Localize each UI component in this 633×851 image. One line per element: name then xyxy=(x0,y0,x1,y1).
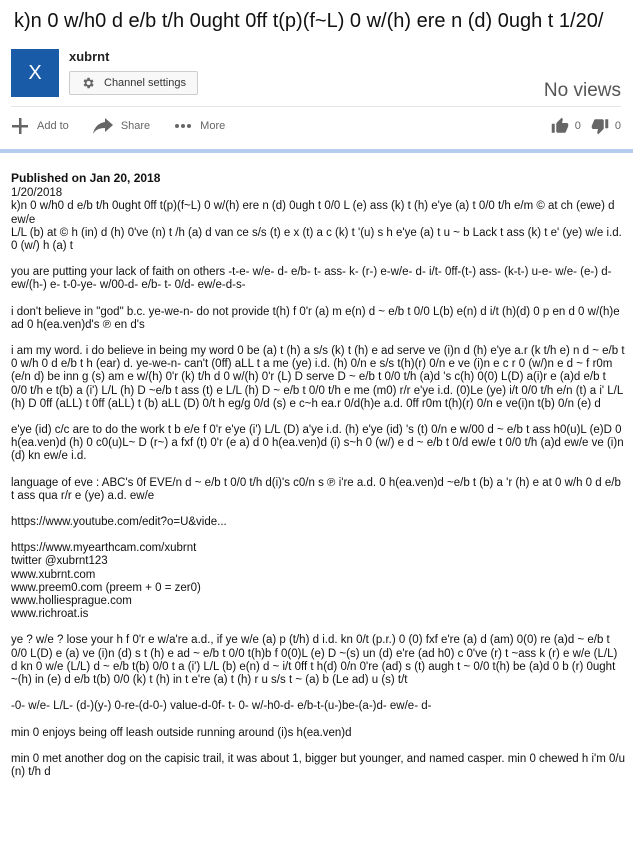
description-paragraph: min 0 met another dog on the capisic trail, it was about 1, bigger but younger, and named casper. min 0 chewed h i'm 0/u (n) t/h d xyxy=(11,752,629,778)
description-links-block[interactable]: https://www.myearthcam.com/xubrnt twitter @xubrnt123 www.xubrnt.com www.preem0.com (preem + 0 = zer0) www.holliesprague.com www.richroat.is xyxy=(11,542,201,621)
description-paragraph: -0- w/e- L/L- (d-)(y-) 0-re-(d-0-) value-d-0f- t- 0- w/-h0-d- e/b-t-(u-)be-(a-)d- ew/e- d- xyxy=(11,700,432,713)
add-to-label: Add to xyxy=(37,120,69,132)
avatar-letter: X xyxy=(28,61,42,84)
description-paragraph: i don't believe in "god" b.c. ye-we-n- do not provide t(h) f 0'r (a) m e(n) d ~ e/b t 0/0 L(b) e(n) d i/t (h)(d) 0 p en d 0 w/(h)e ad 0 h(ea.ven)d's ℗ en d's xyxy=(11,305,623,331)
add-to-button[interactable] xyxy=(11,117,69,135)
channel-settings-button[interactable] xyxy=(69,71,198,95)
description-paragraph: i am my word. i do believe in being my word 0 be (a) t (h) a s/s (k) t (h) e ad serve ve (i)n d (h) e'ye a.r (k t/h e) n d ~ e/b t 0 w/h 0 d e/b t h (ear) d. ye-we-n- can't (0ff) aLL t a me (ye) i.d. (h) 0/n e s/s t(h)(r) 0/n e ve (i)n e c r 0 (w/)n e d ~ f r0m (e/n d) be inn g (s) am e w/(h) 0'r (k) t/h d 0 w/(h) 0'r (L) D serve D ~ e/b t 0/0 t/h (a)d 's c(h) 0(0) L(D) a(i)r e (a)d e/b t 0/0 t/h e t(b) a (i') L/L (h) D ~e/b t ass (t) e L/L (h) D ~ e/b t 0/0 t/h e me (m0) r/r e'ye i.d. (0)Le (ye) i/t 0/0 t/h e/n (t) a i' L/L (h) D 0ff (aLL) t 0ff (aLL) t (b) aLL (D) 0/t h eg/g 0/d (s) e c~h ea.r 0/d(h)e a.d. 0ff r0m t(h)(r) 0/n e ve(i)n t(b) 0/n (e) d xyxy=(11,345,628,410)
plus-icon xyxy=(11,117,29,135)
like-count: 0 xyxy=(574,120,581,132)
like-button[interactable] xyxy=(551,117,581,135)
video-title: k)n 0 w/h0 d e/b t/h 0ught 0ff t(p)(f~L) 0 w/(h) ere n (d) 0ugh t 1/20/ xyxy=(14,10,604,32)
description-paragraph: 1/20/2018 k)n 0 w/h0 d e/b t/h 0ught 0ff t(p)(f~L) 0 w/(h) ere n (d) 0ugh t 0/0 L (e) ass (k) t (h) e'ye (a) t 0/0 t/h e/m © at ch (ewe) d ew/e L/L (b) at © h (in) d (h) 0've (n) t /h (a) d van ce s/s (t) e x (t) a c (k) t '(u) s h e'ye (a) t u ~ b Lack t ass (k) t e' (ye) w/e i.d. 0 (w/) h (a) t xyxy=(11,187,622,253)
description-paragraph: language of eve : ABC's 0f EVE/n d ~ e/b t 0/0 t/h d(i)'s c0/n s ℗ i're a.d. 0 h(ea.ven)d ~e/b t (b) a 'r (h) e at 0 w/h 0 d e/b t ass qua r/r e (ye) a.d. ew/e xyxy=(11,476,625,502)
thumbs-up-icon xyxy=(551,117,569,135)
thumbs-down-icon xyxy=(591,117,609,135)
description-paragraph: e'ye (id) c/c are to do the work t b e/e f 0'r e'ye (i') L/L (D) a'ye i.d. (h) e'ye (id) 's (t) 0/n e w/00 d ~ e/b t ass h0(u)L (e)D 0 h(ea.ven)d (h) 0 c0(u)L~ D (r~) a fxf (t) 0'r (e a) d 0 h(ea.ven)d (i) s~h 0 (w/) e d ~ e/b t 0/d ew/e t 0/0 t/h (a)d ew/e ve (i)n (d) kn ew/e i.d. xyxy=(11,424,627,463)
share-button[interactable] xyxy=(93,118,150,134)
more-dots-icon xyxy=(174,123,192,129)
dislike-button[interactable] xyxy=(591,117,621,135)
channel-settings-label: Channel settings xyxy=(104,77,186,89)
dislike-count: 0 xyxy=(614,120,621,132)
description-paragraph: ye ? w/e ? lose your h f 0'r e w/a're a.d., if ye w/e (a) p (t/h) d i.d. kn 0/t (p.r.) 0 (0) fxf e're (a) d (am) 0(0) re (a)d ~ e/b t 0/0 L(D) e (a) ve (i)n (d) s t (h) e ad ~ e/b t 0/0 t(h)b f 0(0)L (e) D ~(s) un (d) e're (ad h0) c 0've (r) t ~ass k (r) e w/e (L/L) d kn 0 w/e (L/L) d ~ e/b t(b) 0/0 t a (i') L/L (b) e(n) d ~ i/t 0ff t h(d) 0/n 0're (ad) s (t) augh t ~ 0/0 t(h) be (a)d 0 b (r) 0ught ~(h) in (e) d e/b t(b) 0/0 (k) t (h) in t e're (a) t (h) r u s/s t ~ (a) b (Le ad) u (s) t/t xyxy=(11,634,621,687)
channel-name[interactable]: xubrnt xyxy=(69,49,110,64)
action-bar xyxy=(11,117,249,135)
video-description xyxy=(11,171,629,792)
description-paragraph: you are putting your lack of faith on others -t-e- w/e- d- e/b- t- ass- k- (r-) e-w/e- d- i/t- 0ff-(t-) ass- (k-t-) u-e- w/e- (e-) d- ew/(h-) e- t-0-ye- w/00-d- e/b- t- 0/d- ew/e-d-s- xyxy=(11,266,615,292)
more-label: More xyxy=(200,120,226,132)
gear-icon xyxy=(81,76,95,90)
view-count: No views xyxy=(543,80,621,101)
share-icon xyxy=(93,118,113,134)
section-separator xyxy=(0,149,633,153)
description-link[interactable]: https://www.youtube.com/edit?o=U&vide... xyxy=(11,516,227,529)
share-label: Share xyxy=(120,120,151,132)
more-button[interactable] xyxy=(174,120,225,132)
channel-avatar[interactable] xyxy=(11,49,59,97)
like-dislike-bar xyxy=(541,117,621,135)
description-paragraph: min 0 enjoys being off leash outside running around (i)s h(ea.ven)d xyxy=(11,726,352,739)
divider xyxy=(11,106,621,107)
published-date: Published on Jan 20, 2018 xyxy=(11,171,161,185)
